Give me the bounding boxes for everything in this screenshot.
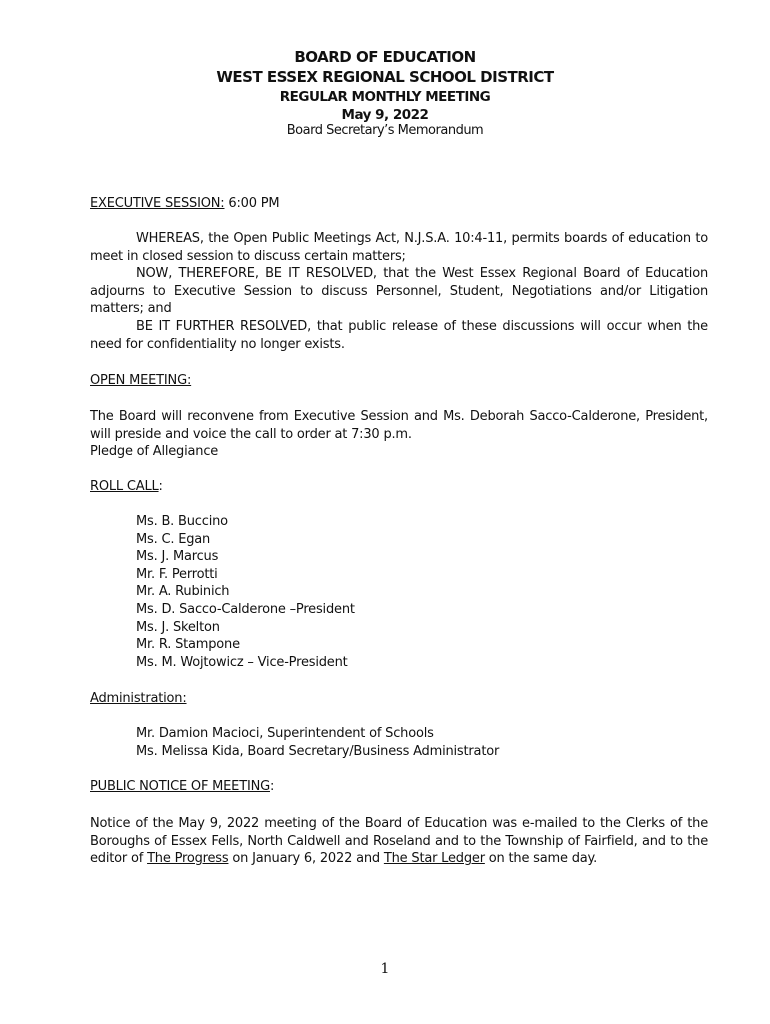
roll-call-label: ROLL CALL	[90, 479, 159, 494]
roll-call-heading	[90, 478, 708, 496]
further-resolved-paragraph: BE IT FURTHER RESOLVED, that public release of these discussions will occur when the need for confidentiality no longer exists.	[90, 318, 708, 352]
executive-session-resolution	[90, 230, 708, 353]
list-item: Ms. J. Skelton	[136, 619, 220, 635]
public-notice-text-2: on January 6, 2022 and	[228, 851, 384, 867]
executive-session-time: 6:00 PM	[224, 196, 280, 211]
list-item: Ms. D. Sacco-Calderone –President	[136, 601, 355, 617]
list-item: Mr. R. Stampone	[136, 637, 240, 653]
administration-heading	[90, 690, 708, 708]
list-item: Ms. C. Egan	[136, 531, 211, 547]
list-item: Mr. A. Rubinich	[136, 584, 230, 600]
executive-session-label: EXECUTIVE SESSION:	[90, 196, 225, 211]
newspaper-star-ledger: The Star Ledger	[383, 851, 485, 867]
open-meeting-paragraph	[90, 408, 708, 461]
public-notice-heading	[90, 778, 708, 796]
newspaper-the-progress: The Progress	[147, 851, 229, 867]
open-meeting-label: OPEN MEETING:	[90, 373, 192, 388]
public-notice-text-3: on the same day.	[484, 851, 598, 867]
public-notice-label: PUBLIC NOTICE OF MEETING	[90, 779, 270, 794]
executive-session-heading	[90, 195, 708, 213]
list-item: Ms. J. Marcus	[136, 549, 219, 565]
pledge-of-allegiance: Pledge of Allegiance	[90, 444, 219, 460]
administration-list	[136, 725, 499, 760]
whereas-paragraph: WHEREAS, the Open Public Meetings Act, N.J.S.A. 10:4-11, permits boards of education to meet in closed session to discuss certain matters;	[90, 231, 708, 264]
public-notice-paragraph	[90, 815, 708, 868]
roll-call-list	[136, 513, 355, 671]
meeting-date: May 9, 2022	[341, 107, 429, 123]
list-item: Ms. Melissa Kida, Board Secretary/Business Administrator	[136, 743, 500, 759]
open-meeting-heading	[90, 372, 708, 390]
memo-subtitle: Board Secretary’s Memorandum	[286, 123, 484, 138]
open-meeting-text: The Board will reconvene from Executive Session and Ms. Deborah Sacco-Calderone, President, will preside and voice the call to order at 7:30 p.m.	[90, 409, 708, 442]
list-item: Mr. F. Perrotti	[136, 566, 218, 582]
board-title: BOARD OF EDUCATION	[294, 48, 476, 66]
public-notice-colon: :	[269, 779, 275, 794]
meeting-type: REGULAR MONTHLY MEETING	[279, 89, 491, 105]
list-item: Ms. M. Wojtowicz – Vice-President	[136, 654, 348, 670]
list-item: Ms. B. Buccino	[136, 514, 228, 529]
resolved-paragraph: NOW, THEREFORE, BE IT RESOLVED, that the West Essex Regional Board of Education adjourns to Executive Session to discuss Personnel, Student, Negotiations and/or Litigation matters; and	[90, 266, 708, 317]
page-number: 1	[380, 961, 390, 977]
public-notice-text-1: Notice of the May 9, 2022 meeting of the Board of Education was e-mailed to the Clerks of the Boroughs of Essex Fells, North Caldwell and Roseland and to the Township of Fairfield, and to the editor of	[90, 816, 708, 867]
list-item: Mr. Damion Macioci, Superintendent of Schools	[136, 726, 434, 741]
district-name: WEST ESSEX REGIONAL SCHOOL DISTRICT	[216, 68, 554, 86]
administration-label: Administration:	[90, 691, 187, 706]
roll-call-colon: :	[158, 479, 163, 494]
